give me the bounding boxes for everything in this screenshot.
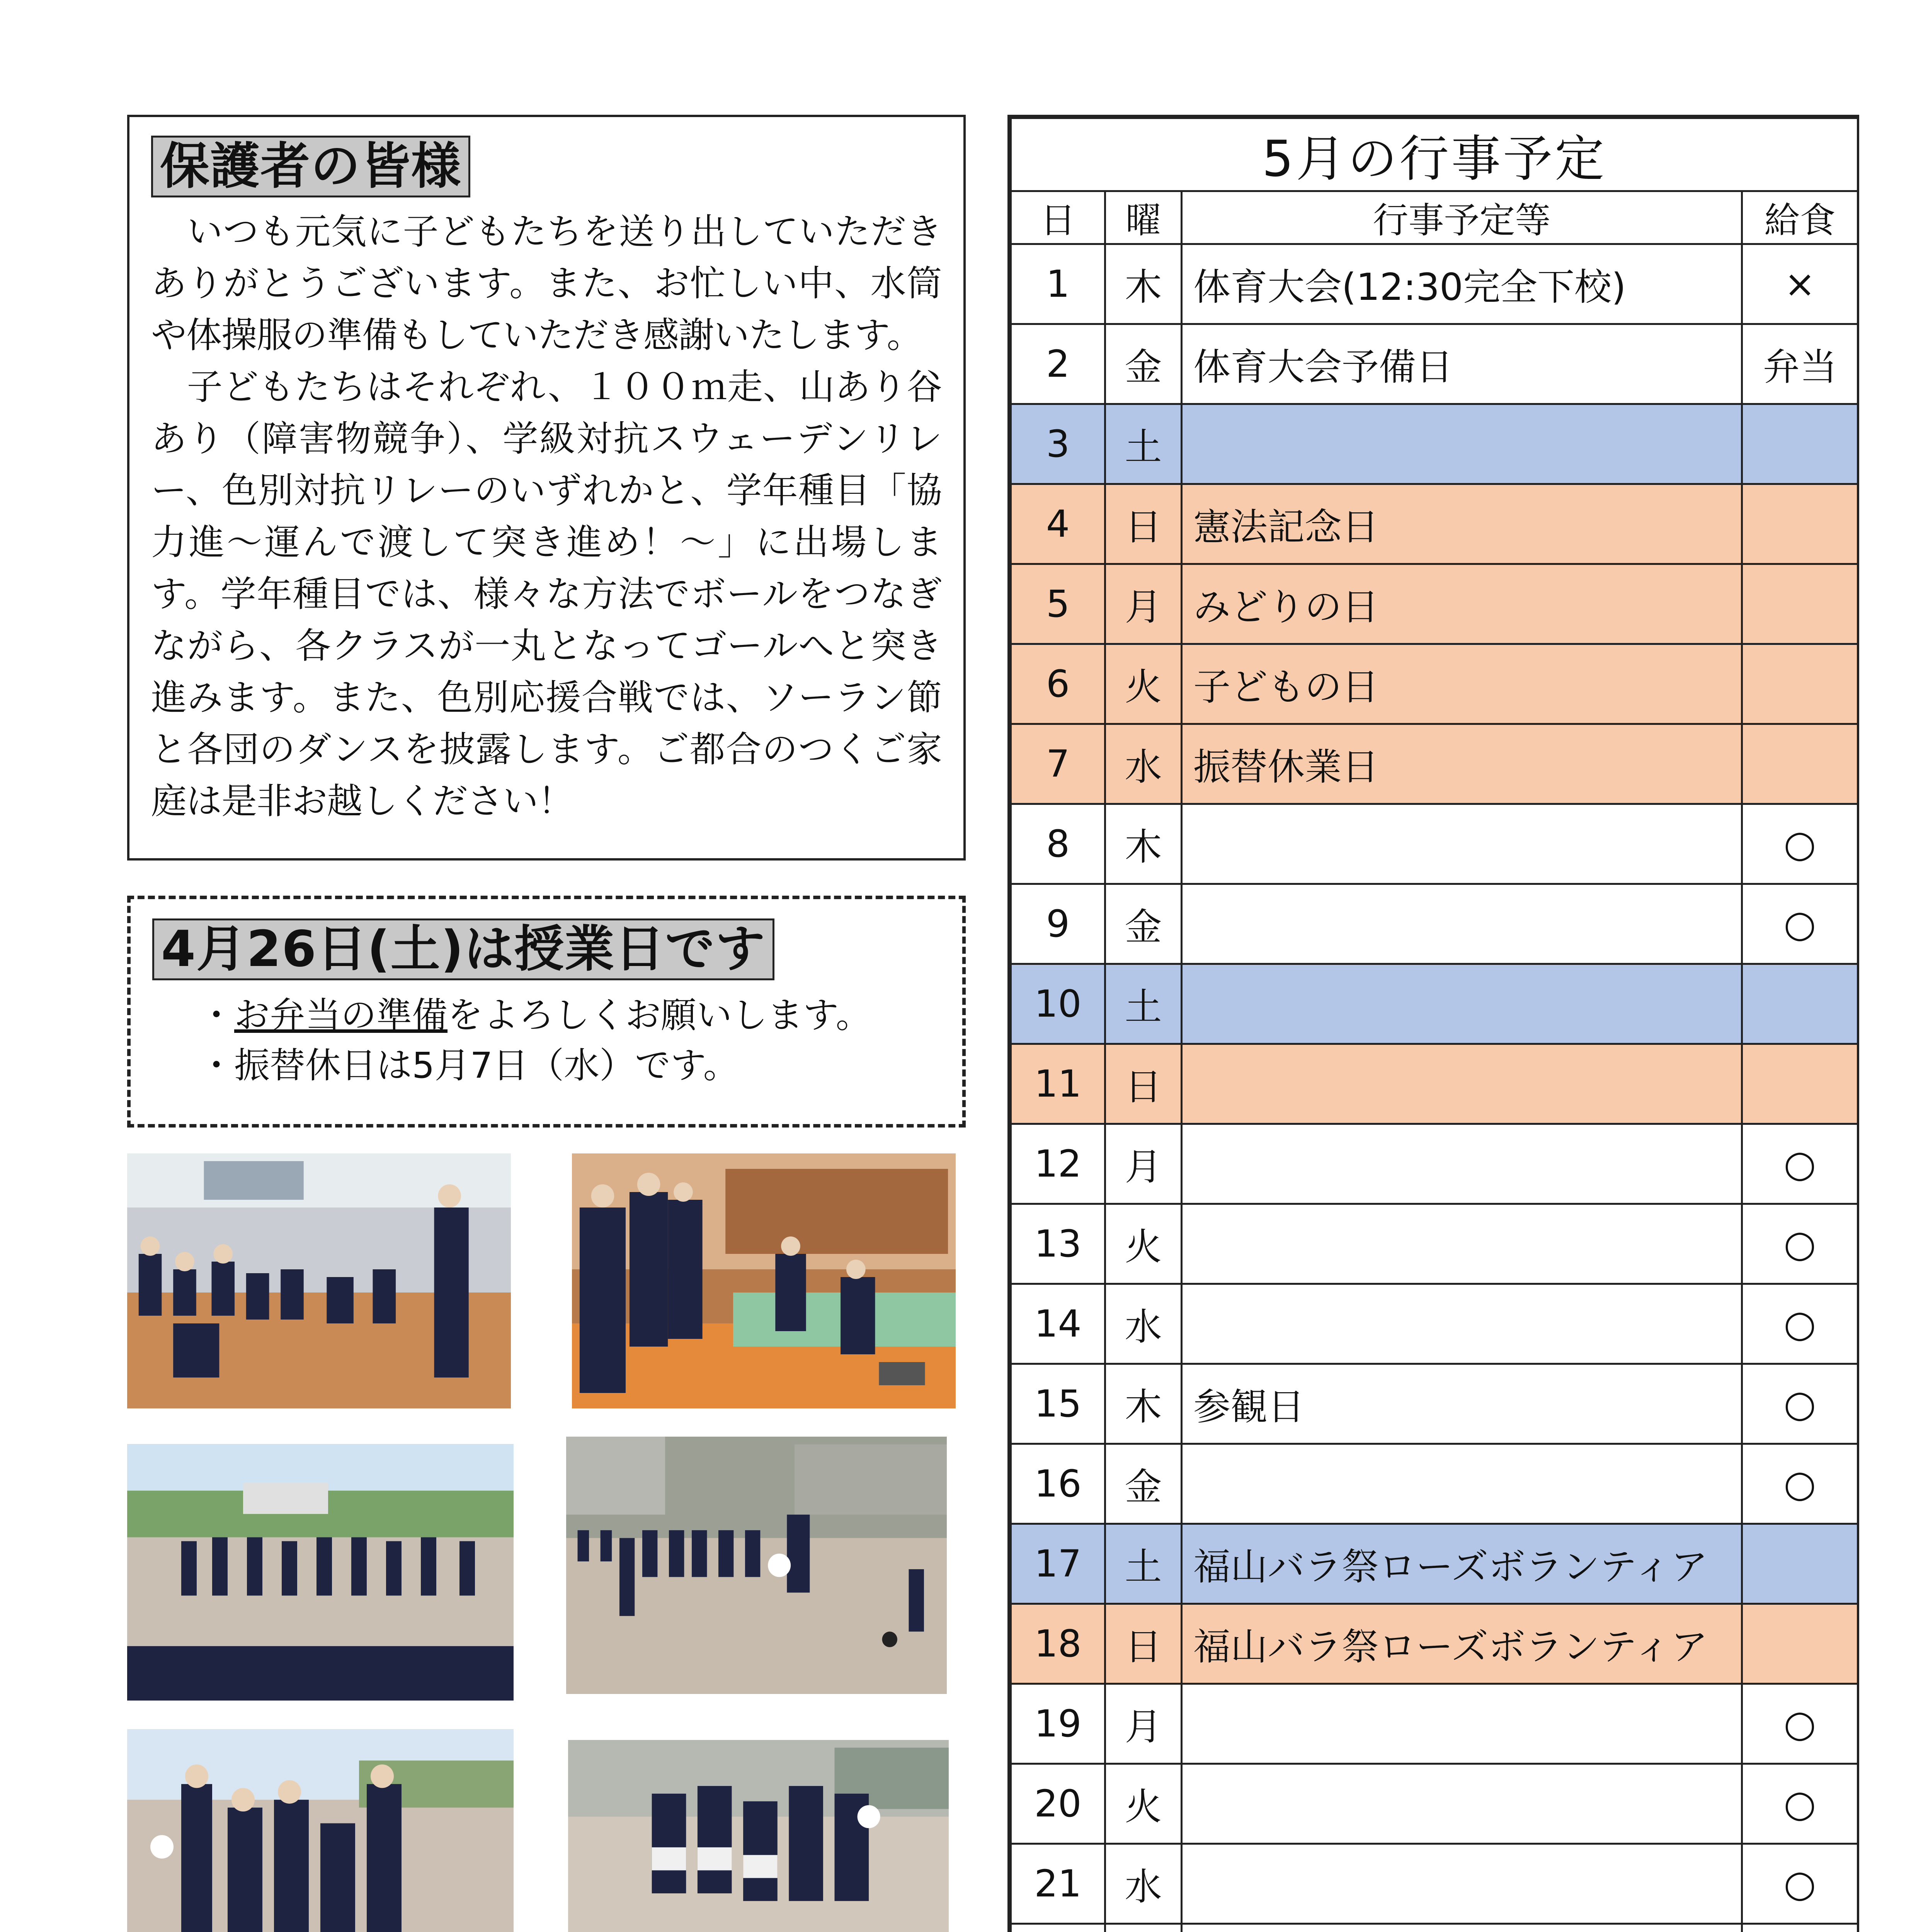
event-cell [1182,1764,1742,1844]
lunch-cell [1742,404,1858,484]
event-cell [1182,1284,1742,1364]
day-cell: 4 [1011,484,1105,564]
saturday-class-notice [127,896,966,1128]
table-row [1011,1844,1858,1924]
day-cell: 1 [1011,244,1105,324]
weekday-cell: 日 [1105,1604,1182,1684]
table-row [1011,884,1858,964]
weekday-cell: 水 [1105,724,1182,804]
weekday-cell: 日 [1105,1044,1182,1124]
weekday-cell: 火 [1105,1764,1182,1844]
day-cell: 9 [1011,884,1105,964]
event-cell: 体育大会予備日 [1182,324,1742,404]
event-cell [1182,1444,1742,1524]
weekday-cell: 月 [1105,1684,1182,1764]
day-cell: 6 [1011,644,1105,724]
guardians-message-box [127,115,966,861]
weekday-cell: 月 [1105,1124,1182,1204]
table-row [1011,1284,1858,1364]
weekday-cell: 日 [1105,484,1182,564]
lunch-cell: ○ [1742,1444,1858,1524]
lunch-cell: ○ [1742,804,1858,884]
table-row [1011,1764,1858,1844]
day-cell [1011,1924,1105,1932]
may-schedule [1007,115,1859,1932]
weekday-cell [1105,1924,1182,1932]
table-row [1011,964,1858,1044]
lunch-cell [1742,964,1858,1044]
saturday-class-title: 4月26日(土)は授業日です [152,918,774,980]
lunch-cell: ○ [1742,1844,1858,1924]
table-row [1011,804,1858,884]
table-row [1011,724,1858,804]
header-weekday: 曜 [1105,191,1182,244]
table-row [1011,1364,1858,1444]
lunch-cell: ○ [1742,1284,1858,1364]
event-cell [1182,404,1742,484]
event-cell [1182,964,1742,1044]
weekday-cell: 水 [1105,1844,1182,1924]
may-schedule-table [1010,117,1859,1932]
event-cell [1182,1204,1742,1284]
event-cell [1182,804,1742,884]
event-cell: みどりの日 [1182,564,1742,644]
lunch-cell: ○ [1742,1204,1858,1284]
weekday-cell: 木 [1105,244,1182,324]
table-row [1011,404,1858,484]
guardians-title: 保護者の皆様 [151,136,470,197]
photo-field-assembly [127,1444,514,1701]
event-cell: 振替休業日 [1182,724,1742,804]
day-cell: 19 [1011,1684,1105,1764]
weekday-cell: 月 [1105,564,1182,644]
day-cell: 13 [1011,1204,1105,1284]
weekday-cell: 金 [1105,324,1182,404]
header-day: 日 [1011,191,1105,244]
lunch-cell: ○ [1742,1684,1858,1764]
day-cell: 16 [1011,1444,1105,1524]
lunch-cell [1742,484,1858,564]
table-row [1011,1204,1858,1284]
event-cell [1182,884,1742,964]
lunch-cell: ○ [1742,1124,1858,1204]
substitute-holiday-notice: ・振替休日は5月7日（水）です。 [199,1045,739,1086]
day-cell: 20 [1011,1764,1105,1844]
table-row [1011,564,1858,644]
weekday-cell: 木 [1105,1364,1182,1444]
table-row [1011,324,1858,404]
event-cell [1182,1124,1742,1204]
table-row [1011,644,1858,724]
weekday-cell: 土 [1105,1524,1182,1604]
header-lunch: 給食 [1742,191,1858,244]
weekday-cell: 土 [1105,964,1182,1044]
photo-students-linked-arms [568,1740,949,1932]
lunch-notice: ・お弁当の準備をよろしくお願いします。 [199,995,871,1036]
lunch-cell [1742,1604,1858,1684]
lunch-cell [1742,644,1858,724]
table-row [1011,1444,1858,1524]
weekday-cell: 火 [1105,1204,1182,1284]
event-cell [1182,1044,1742,1124]
day-cell: 2 [1011,324,1105,404]
day-cell: 8 [1011,804,1105,884]
lunch-cell [1742,1924,1858,1932]
table-row [1011,1524,1858,1604]
event-cell: 福山バラ祭ローズボランティア [1182,1604,1742,1684]
event-cell: 子どもの日 [1182,644,1742,724]
event-cell: 参観日 [1182,1364,1742,1444]
photo-gym-students-sitting [127,1153,511,1408]
day-cell: 7 [1011,724,1105,804]
event-cell [1182,1844,1742,1924]
table-row [1011,244,1858,324]
day-cell: 11 [1011,1044,1105,1124]
weekday-cell: 金 [1105,884,1182,964]
table-row [1011,1684,1858,1764]
lunch-cell: 弁当 [1742,324,1858,404]
weekday-cell: 土 [1105,404,1182,484]
weekday-cell: 木 [1105,804,1182,884]
lunch-cell: × [1742,244,1858,324]
lunch-cell [1742,1044,1858,1124]
header-event: 行事予定等 [1182,191,1742,244]
weekday-cell: 火 [1105,644,1182,724]
table-row [1011,1124,1858,1204]
lunch-cell [1742,724,1858,804]
day-cell: 18 [1011,1604,1105,1684]
lunch-cell [1742,1524,1858,1604]
may-schedule-title: 5月の行事予定 [1011,118,1858,191]
event-cell [1182,1924,1742,1932]
day-cell: 10 [1011,964,1105,1044]
day-cell: 12 [1011,1124,1105,1204]
weekday-cell: 水 [1105,1284,1182,1364]
lunch-cell: ○ [1742,1364,1858,1444]
event-cell: 憲法記念日 [1182,484,1742,564]
event-cell: 体育大会(12:30完全下校) [1182,244,1742,324]
photo-gym-ball-relay [572,1153,956,1408]
day-cell: 3 [1011,404,1105,484]
day-cell: 17 [1011,1524,1105,1604]
day-cell: 14 [1011,1284,1105,1364]
table-row [1011,1604,1858,1684]
day-cell: 15 [1011,1364,1105,1444]
day-cell: 21 [1011,1844,1105,1924]
event-cell: 福山バラ祭ローズボランティア [1182,1524,1742,1604]
guardians-paragraph-1: いつも元気に子どもたちを送り出していただきありがとうございます。また、お忙しい中、水筒や体操服の準備もしていただき感謝いたします。 [151,211,942,356]
guardians-paragraph-2: 子どもたちはそれぞれ、１００ｍ走、山あり谷あり（障害物競争）、学級対抗スウェーデンリレー、色別対抗リレーのいずれかと、学年種目「協力進～運んで渡して突き進め！～」に出場します。学年種目では、様々な方法でボールをつなぎながら、各クラスが一丸となってゴールへと突き進みます。また、色別応援合戦では、ソーラン節と各団のダンスを披露します。ご都合のつくご家庭は是非お越しください！ [151,366,942,822]
table-row [1011,1924,1858,1932]
table-row [1011,484,1858,564]
weekday-cell: 金 [1105,1444,1182,1524]
photo-students-carrying-ball [127,1729,514,1932]
photo-field-ball-passing [566,1437,947,1694]
lunch-cell: ○ [1742,884,1858,964]
lunch-cell [1742,564,1858,644]
day-cell: 5 [1011,564,1105,644]
event-cell [1182,1684,1742,1764]
table-row [1011,1044,1858,1124]
lunch-cell: ○ [1742,1764,1858,1844]
